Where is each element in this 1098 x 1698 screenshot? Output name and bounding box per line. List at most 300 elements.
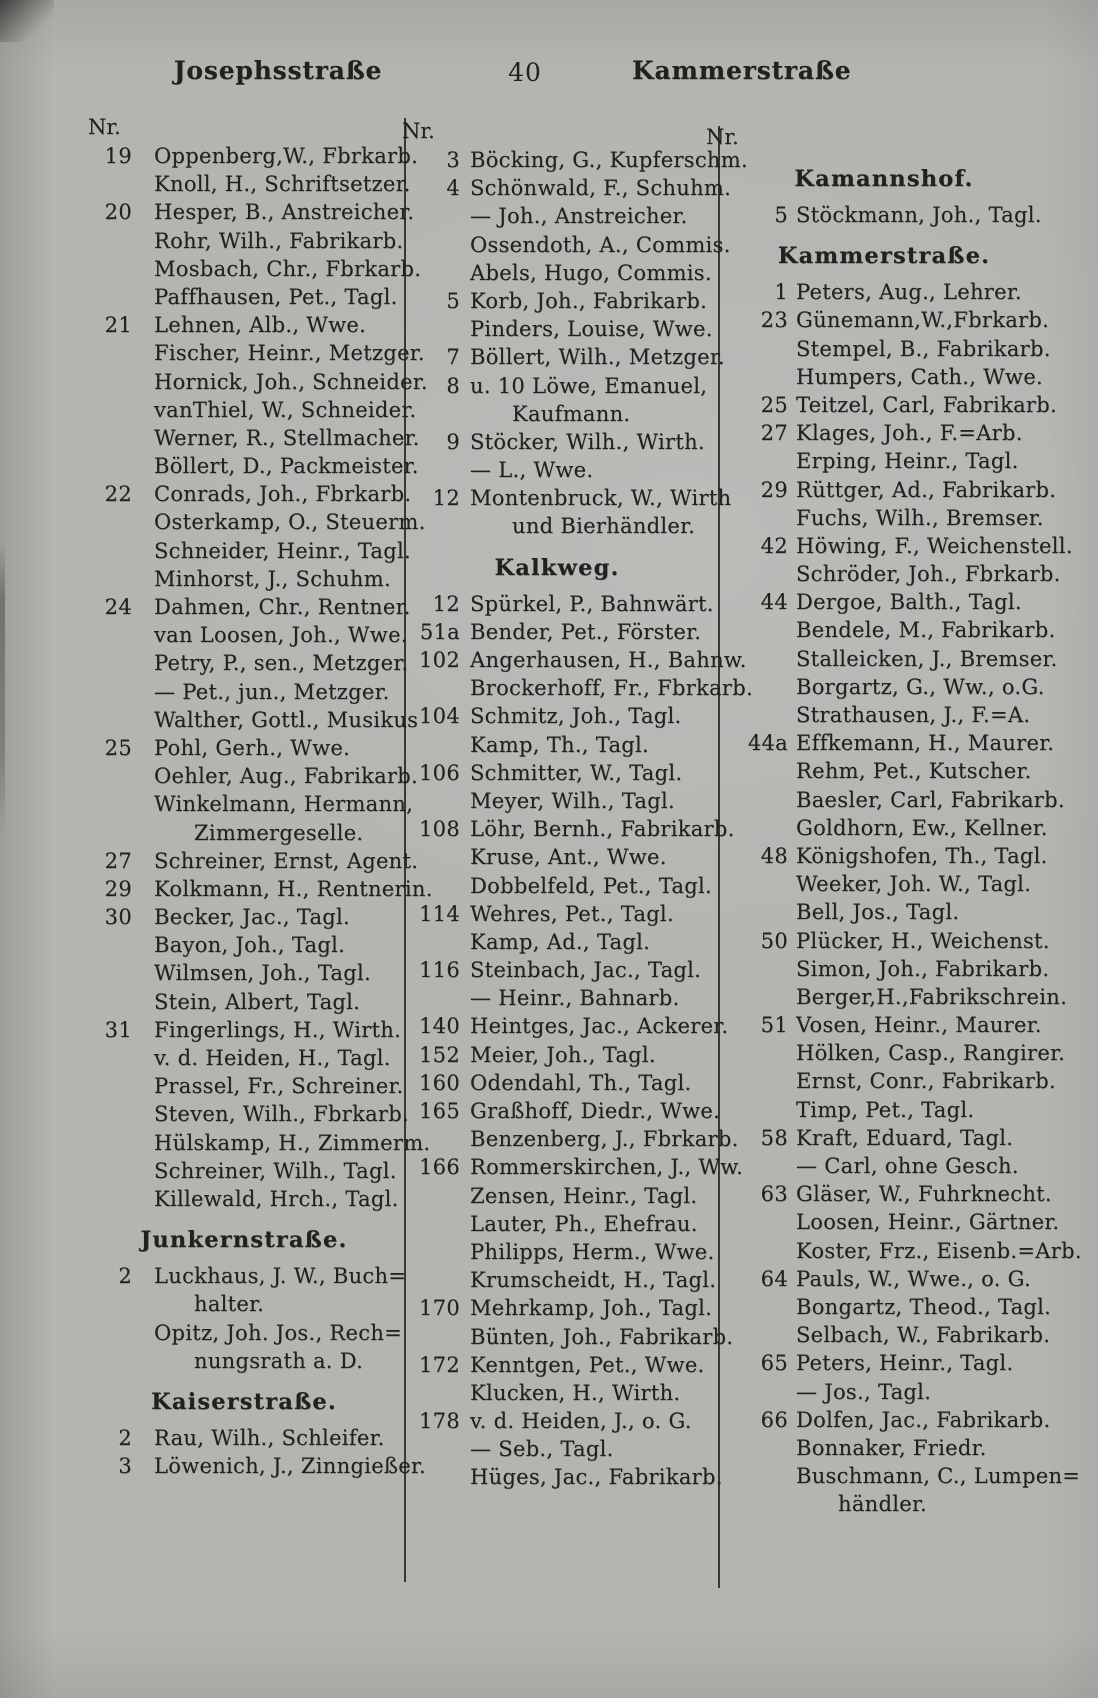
entry-number: 166 [419,1155,460,1180]
entry-row [398,259,716,287]
entry-text: Ossendoth, A., Commis. [470,232,731,257]
entry-row [704,335,1064,363]
entry-number [88,283,132,311]
entry-number: 21 [104,313,132,338]
entry-row [88,1100,409,1128]
entry-row [398,1323,734,1351]
entry-number: 160 [419,1070,460,1095]
entry-text: Timp, Pet., Tagl. [796,1097,975,1122]
entry-row [398,956,716,984]
entry-row [88,565,400,593]
entry-row [704,1406,1064,1434]
entry-text: Rehm, Pet., Kutscher. [796,759,1032,784]
entry-number: 12 [432,591,460,616]
entry-row [88,734,400,762]
entry-text: — Pet., jun., Metzger. [154,679,390,704]
entry-number [88,424,132,452]
entry-text: Pauls, W., Wwe., o. G. [796,1266,1031,1291]
entry-row [704,1321,1064,1349]
header-street-left: Josephsstraße [173,56,383,85]
entry-row [398,1210,716,1238]
entry-number [704,504,788,532]
entry-row [88,311,400,339]
entry-text: Hüges, Jac., Fabrikarb. [470,1465,723,1490]
entry-number [704,814,788,842]
entry-text: Stalleicken, J., Bremser. [796,646,1058,671]
entry-row [398,1379,716,1407]
entry-number: 2 [118,1425,132,1450]
street-header: Kaiserstraße. [151,1388,337,1415]
entry-text: Teitzel, Carl, Fabrikarb. [796,392,1057,417]
entry-number [88,649,132,677]
entry-row [88,198,415,226]
entry-number: 29 [760,477,788,502]
entry-row [88,875,433,903]
entry-row [704,1124,1064,1152]
entry-row [88,339,425,367]
entry-text: Rüttger, Ad., Fabrikarb. [796,477,1057,502]
entry-number: 44 [760,590,788,615]
entry-number [704,898,788,926]
entry-number: 58 [760,1125,788,1150]
entry-number [704,363,788,391]
entry-number [704,1208,788,1236]
entry-row [704,757,1064,785]
entry-number [704,1096,788,1124]
entry-number [88,508,132,536]
entry-number: 48 [760,843,788,868]
street-header: Junkernstraße. [140,1227,348,1254]
entry-row [704,476,1064,504]
entry-row [704,419,1064,447]
entry-number: 3 [118,1454,132,1479]
entry-row [704,870,1064,898]
entry-row [88,1452,426,1480]
entry-number [398,231,460,259]
entry-text: Stempel, B., Fabrikarb. [796,336,1051,361]
entry-number [398,1125,460,1153]
entry-row [398,484,732,512]
entry-number: 66 [760,1407,788,1432]
entry-text: Meyer, Wilh., Tagl. [470,788,675,813]
entry-row [704,1265,1064,1293]
entry-row [398,787,716,815]
entry-text: Wehres, Pet., Tagl. [470,901,674,926]
entry-number [704,955,788,983]
entry-row [88,396,417,424]
entry-number [704,1237,788,1265]
entry-number [88,706,132,734]
entry-text: Korb, Joh., Fabrikarb. [470,288,708,313]
entry-text: Stöckmann, Joh., Tagl. [796,203,1042,227]
entry-row [704,1490,1064,1518]
entry-number: 152 [419,1042,460,1067]
entry-text: Dergoe, Balth., Tagl. [796,590,1022,615]
entry-text: Böllert, Wilh., Metzger. [470,345,725,370]
entry-row [88,819,400,847]
entry-text: Fuchs, Wilh., Bremser. [796,505,1044,530]
entry-text: Höwing, F., Weichenstell. [796,533,1073,558]
entry-text: Winkelmann, Hermann, [154,792,414,817]
entry-number [704,616,788,644]
entry-number: 5 [446,288,460,313]
entry-text: Gläser, W., Fuhrknecht. [796,1182,1052,1207]
entry-number [398,202,460,230]
entry-row [704,616,1064,644]
street-header: Kamannshof. [794,166,974,192]
entry-number: 44a [747,731,788,756]
entry-number: 178 [419,1409,460,1434]
page-number: 40 [508,58,542,87]
entry-number [88,1100,132,1128]
entry-number: 31 [104,1017,132,1042]
entry-text: Bender, Pet., Förster. [470,619,702,644]
entry-row [88,508,426,536]
entry-row [398,1407,716,1435]
entry-number [88,227,132,255]
entry-row [704,701,1064,729]
entry-number [88,1157,132,1185]
entry-number: 42 [760,533,788,558]
entry-number [398,731,460,759]
entry-row [704,842,1064,870]
entry-row [88,255,422,283]
entry-row [704,447,1064,475]
entry-row [88,1424,400,1452]
entry-text: Petry, P., sen., Metzger. [154,651,409,676]
entry-text: Werner, R., Stellmacher. [154,425,420,450]
entry-row [88,1319,403,1347]
entry-text: Graßhoff, Diedr., Wwe. [470,1099,721,1123]
entry-row [704,532,1073,560]
entry-text: Koster, Frz., Eisenb.=Arb. [796,1238,1082,1263]
entry-number [88,988,132,1016]
entry-number [398,843,460,871]
entry-row [88,368,428,396]
entry-text: Bayon, Joh., Tagl. [154,933,346,958]
entry-row [88,1044,400,1072]
entry-number: 20 [104,200,132,225]
scan-corner-artifact [0,0,54,42]
entry-text: Steven, Wilh., Fbrkarb. [154,1102,409,1127]
entry-text: Fischer, Heinr., Metzger. [154,341,425,366]
entry-text: Baesler, Carl, Fabrikarb. [796,787,1065,812]
entry-text: — Carl, ohne Gesch. [796,1154,1019,1178]
entry-row [398,1351,716,1379]
nr-label: Nr. [706,125,739,149]
entry-number: 172 [419,1352,460,1377]
entry-text: Selbach, W., Fabrikarb. [796,1323,1051,1348]
entry-number: 65 [760,1351,788,1376]
entry-row [398,287,716,315]
entry-row [704,729,1064,757]
entry-text: Löwenich, J., Zinngießer. [154,1454,426,1479]
entry-row [398,1238,716,1266]
entry-number [704,673,788,701]
entry-text: Dolfen, Jac., Fabrikarb. [796,1407,1051,1432]
entry-text: Erping, Heinr., Tagl. [796,449,1019,474]
entry-row [704,1067,1064,1095]
entry-text: Brockerhoff, Fr., Fbrkarb. [470,676,753,701]
entry-row [398,1041,716,1069]
entry-number [398,1266,460,1294]
entry-number [88,621,132,649]
entry-number [704,1462,788,1490]
entry-text: Schmitz, Joh., Tagl. [470,704,682,729]
entry-row [704,1096,1064,1124]
entry-row [398,1294,716,1322]
entry-row [398,400,716,428]
entry-text: Spürkel, P., Bahnwärt. [470,591,714,616]
entry-row [398,456,716,484]
entry-row [88,1185,400,1213]
entry-text: Kaufmann. [512,401,631,426]
entry-number: 106 [419,760,460,785]
entry-number [398,1210,460,1238]
entry-text: Borgartz, G., Ww., o.G. [796,674,1045,699]
entry-text: Böcking, G., Kupferschm. [470,148,748,172]
entry-number [398,1323,460,1351]
entry-row [88,452,419,480]
entry-text: — Jos., Tagl. [796,1379,932,1404]
entry-number [704,1293,788,1321]
entry-text: Zensen, Heinr., Tagl. [470,1183,698,1208]
entry-row [88,762,419,790]
entry-number [704,870,788,898]
entry-row [398,315,716,343]
entry-row [88,593,411,621]
entry-text: vanThiel, W., Schneider. [154,397,417,422]
entry-text: Conrads, Joh., Fbrkarb. [154,482,412,507]
entry-row [704,786,1064,814]
entry-number [704,757,788,785]
entry-number [398,315,460,343]
entry-row [704,673,1064,701]
entry-text: Peters, Aug., Lehrer. [796,280,1022,305]
entry-row [88,1072,404,1100]
entry-row [88,988,400,1016]
entry-text: Knoll, H., Schriftsetzer. [154,172,411,197]
entry-text: Berger,H.,Fabrikschrein. [796,984,1068,1009]
entry-row [398,1182,716,1210]
entry-row [398,872,716,900]
entry-text: Oppenberg,W., Fbrkarb. [154,144,419,168]
entry-number: 9 [446,429,460,454]
entry-text: Abels, Hugo, Commis. [470,260,712,285]
entry-text: Kraft, Eduard, Tagl. [796,1125,1014,1150]
header-street-right: Kammerstraße [632,56,852,85]
entry-text: Bongartz, Theod., Tagl. [796,1294,1052,1319]
entry-text: — L., Wwe. [470,458,594,483]
entry-text: Walther, Gottl., Musikus [154,707,419,732]
entry-text: — Joh., Anstreicher. [470,204,688,229]
entry-number [398,1379,460,1407]
entry-number [88,931,132,959]
entry-text: Odendahl, Th., Tagl. [470,1070,692,1095]
entry-row [704,1462,1081,1490]
entry-row [704,306,1064,334]
entry-number [88,678,132,706]
entry-text: Stein, Albert, Tagl. [154,989,361,1014]
entry-number [88,537,132,565]
entry-row [398,1463,723,1491]
scan-edge-artifact [0,540,5,840]
entry-row [398,343,725,371]
entry-text: Loosen, Heinr., Gärtner. [796,1210,1060,1235]
entry-number [704,447,788,475]
entry-text: Philipps, Herm., Wwe. [470,1239,715,1264]
entry-text: Osterkamp, O., Steuerm. [154,510,426,535]
entry-row [398,1012,729,1040]
entry-row [704,955,1064,983]
entry-row [398,231,731,259]
entry-text: Simon, Joh., Fabrikarb. [796,956,1050,981]
entry-text: Benzenberg, J., Fbrkarb. [470,1127,739,1152]
entry-number: 50 [760,928,788,953]
entry-text: Opitz, Joh. Jos., Rech= [154,1320,403,1345]
entry-number [88,452,132,480]
entry-number: 27 [104,848,132,873]
entry-text: Bell, Jos., Tagl. [796,900,960,925]
entry-number [398,512,460,540]
entry-number: 108 [419,817,460,842]
entry-row [704,1349,1064,1377]
entry-number [704,1321,788,1349]
entry-number: 19 [104,144,132,168]
entry-row [398,590,716,618]
entry-number [398,984,460,1012]
entry-number [88,170,132,198]
entry-row [704,1208,1064,1236]
entry-row [88,931,400,959]
entry-row [704,1434,1064,1462]
entry-number [704,335,788,363]
entry-text: Dahmen, Chr., Rentner. [154,595,411,619]
entry-text: Stöcker, Wilh., Wirth. [470,429,705,454]
entry-number: 4 [446,176,460,201]
entry-number: 25 [104,735,132,760]
entry-row [704,560,1064,588]
entry-row [398,843,716,871]
entry-row [398,900,716,928]
entry-row [704,1011,1064,1039]
entry-row [88,790,414,818]
entry-number [704,1434,788,1462]
entry-text: Ernst, Conr., Fabrikarb. [796,1069,1056,1094]
entry-number [398,1238,460,1266]
entry-number: 3 [446,148,460,172]
entry-text: Schmitter, W., Tagl. [470,760,683,785]
entry-number: 63 [760,1182,788,1207]
entry-text: Vosen, Heinr., Maurer. [796,1013,1042,1038]
entry-row [398,928,716,956]
entry-text: Krumscheidt, H., Tagl. [470,1268,717,1293]
entry-text: Schreiner, Wilh., Tagl. [154,1158,397,1183]
entry-row [704,898,1064,926]
column-1 [88,112,433,1480]
entry-number [704,560,788,588]
entry-text: Pohl, Gerh., Wwe. [154,735,351,760]
entry-text: Lauter, Ph., Ehefrau. [470,1211,698,1236]
entry-number: 5 [774,203,788,227]
street-header: Kalkweg. [494,554,620,581]
entry-row [88,227,404,255]
entry-row [398,512,716,540]
entry-text: Klucken, H., Wirth. [470,1380,681,1405]
entry-row [398,1153,744,1181]
entry-row [88,480,412,508]
entry-number [398,400,460,428]
entry-row [398,428,716,456]
entry-row [88,1129,431,1157]
entry-row [88,706,419,734]
street-header: Kammerstraße. [777,243,991,270]
entry-number [88,1044,132,1072]
entry-text: Hülskamp, H., Zimmerm. [154,1130,431,1155]
entry-number: 25 [760,392,788,417]
entry-text: Hornick, Joh., Schneider. [154,369,428,394]
entry-row [398,202,716,230]
entry-number [704,1067,788,1095]
entry-number: 27 [760,421,788,446]
entry-number: 140 [419,1014,460,1039]
entry-number [88,1185,132,1213]
entry-text: Heintges, Jac., Ackerer. [470,1014,729,1039]
entry-text: Wilmsen, Joh., Tagl. [154,961,371,986]
entry-row [704,927,1064,955]
entry-row [704,363,1064,391]
entry-number [704,1152,788,1180]
entry-row [88,621,408,649]
entry-row [704,1378,1064,1406]
entry-text: Kolkmann, H., Rentnerin. [154,876,433,901]
entry-row [398,731,716,759]
entry-row [704,588,1064,616]
entry-text: nungsrath a. D. [194,1348,364,1373]
entry-number: 22 [104,482,132,507]
column-3 [704,122,1082,1518]
entry-row [88,537,411,565]
entry-row [88,424,420,452]
entry-row [704,645,1064,673]
entry-row [398,1069,716,1097]
entry-text: Lehnen, Alb., Wwe. [154,313,367,338]
entry-text: Fingerlings, H., Wirth. [154,1017,402,1042]
entry-number [398,872,460,900]
entry-row [704,504,1064,532]
nr-label: Nr. [88,115,121,139]
entry-number [88,1129,132,1157]
entry-text: Zimmergeselle. [194,820,364,845]
entry-text: halter. [194,1292,265,1317]
entry-row [398,1097,721,1125]
entry-number: 114 [419,901,460,926]
entry-text: Löhr, Bernh., Fabrikarb. [470,817,735,842]
entry-text: Schönwald, F., Schuhm. [470,176,732,201]
entry-text: Peters, Heinr., Tagl. [796,1351,1014,1376]
entry-row [88,1016,400,1044]
entry-text: Prassel, Fr., Schreiner. [154,1074,404,1099]
entry-row [398,984,716,1012]
entry-row [398,702,716,730]
entry-text: Schreiner, Ernst, Agent. [154,848,419,873]
entry-text: Goldhorn, Ew., Kellner. [796,815,1048,840]
entry-text: Effkemann, H., Maurer. [796,731,1055,756]
entry-number [88,762,132,790]
entry-text: Klages, Joh., F.=Arb. [796,421,1023,446]
entry-row [88,678,400,706]
entry-number: 12 [432,486,460,511]
